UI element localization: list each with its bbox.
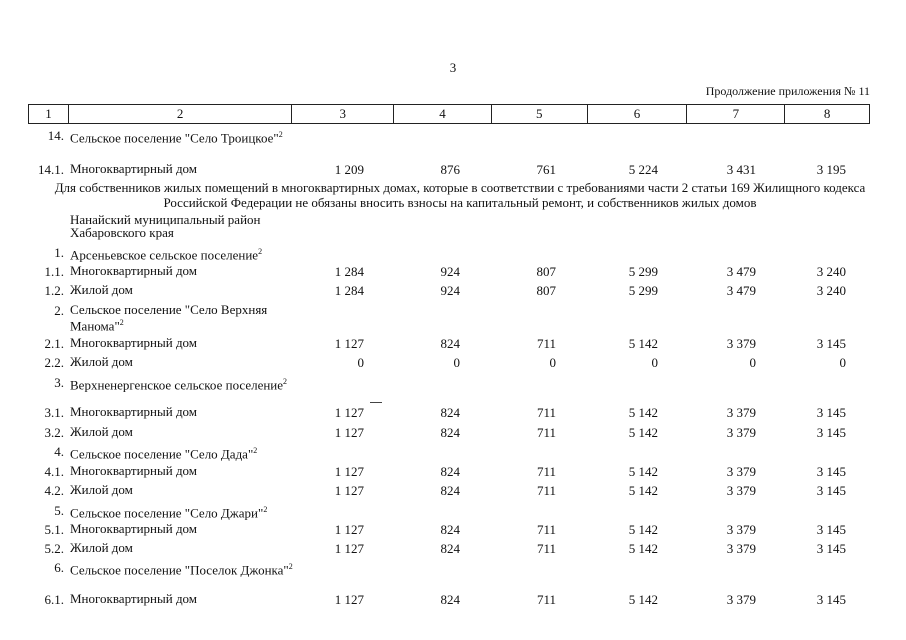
value-col-4: 924: [440, 283, 460, 298]
row-name: [70, 245, 295, 261]
value-col-8: 3 195: [816, 162, 846, 177]
row-name: [70, 128, 295, 144]
value-col-7: 3 479: [726, 264, 756, 279]
row-name-text: Сельское поселение "Поселок Джонка": [70, 562, 289, 578]
row-name-text: Арсеньевское сельское поселение: [70, 247, 259, 263]
row-name-text: Жилой дом: [70, 282, 133, 297]
table-row: [0, 336, 906, 354]
row-number: 14.: [47, 128, 64, 143]
value-col-5: 711: [536, 425, 556, 440]
value-col-6: 5 142: [628, 522, 658, 537]
value-col-3: 1 127: [334, 336, 364, 351]
value-col-4: 876: [440, 162, 460, 177]
table-row: [0, 245, 906, 263]
row-name: [70, 425, 295, 438]
row-name: [70, 503, 295, 519]
row-name-text: Жилой дом: [70, 540, 133, 555]
footnote-mark: 2: [278, 130, 283, 139]
value-col-8: 3 240: [816, 283, 846, 298]
value-col-7: 3 379: [726, 336, 756, 351]
row-name: [70, 355, 295, 368]
row-number: 2.2.: [44, 355, 64, 370]
row-number: 3.: [54, 375, 64, 390]
value-col-6: 5 142: [628, 336, 658, 351]
header-col-1: 1: [29, 105, 69, 123]
table-row: [0, 355, 906, 373]
value-col-6: 5 142: [628, 483, 658, 498]
row-name-text: Многоквартирный дом: [70, 404, 198, 419]
value-col-7: 3 379: [726, 522, 756, 537]
value-col-8: 3 145: [816, 541, 846, 556]
header-col-7: 7: [687, 105, 785, 123]
value-col-7: 3 379: [726, 464, 756, 479]
value-col-8: 3 145: [816, 425, 846, 440]
table-header: [28, 104, 870, 124]
row-name: [70, 264, 295, 277]
value-col-4: 924: [440, 264, 460, 279]
value-col-7: 3 379: [726, 405, 756, 420]
value-col-6: 5 142: [628, 405, 658, 420]
value-col-5: 0: [549, 355, 556, 370]
footnote-mark: 2: [283, 377, 288, 386]
value-col-7: 0: [749, 355, 756, 370]
value-col-8: 3 145: [816, 522, 846, 537]
value-col-3: 1 284: [334, 283, 364, 298]
value-col-4: 824: [440, 592, 460, 607]
value-col-6: 0: [651, 355, 658, 370]
value-col-6: 5 299: [628, 283, 658, 298]
row-name: [70, 162, 295, 175]
value-col-5: 807: [536, 283, 556, 298]
table-row: [0, 283, 906, 301]
value-col-8: 0: [839, 355, 846, 370]
value-col-3: 1 127: [334, 592, 364, 607]
continuation-label: Продолжение приложения № 11: [705, 84, 870, 98]
value-col-3: 1 284: [334, 264, 364, 279]
row-name-text: Сельское поселение "Село Дада": [70, 446, 254, 462]
row-name: [70, 592, 295, 605]
row-name: [70, 375, 295, 391]
row-name-text: Многоквартирный дом: [70, 335, 198, 350]
value-col-7: 3 431: [726, 162, 756, 177]
footnote-mark: 2: [288, 562, 293, 571]
value-col-6: 5 142: [628, 464, 658, 479]
value-col-3: 1 127: [334, 541, 364, 556]
value-col-3: 1 127: [334, 483, 364, 498]
header-col-6: 6: [588, 105, 688, 123]
row-name-text: Многоквартирный дом: [70, 161, 198, 176]
row-name: [70, 303, 295, 332]
value-col-6: 5 299: [628, 264, 658, 279]
table-row: [0, 464, 906, 482]
value-col-7: 3 379: [726, 425, 756, 440]
table-row: [0, 503, 906, 521]
row-name-text: Многоквартирный дом: [70, 521, 198, 536]
value-col-4: 0: [453, 355, 460, 370]
value-col-7: 3 379: [726, 541, 756, 556]
row-name: [70, 522, 295, 535]
row-number: 4.1.: [44, 464, 64, 479]
value-col-7: 3 379: [726, 483, 756, 498]
value-col-6: 5 142: [628, 541, 658, 556]
value-col-8: 3 145: [816, 592, 846, 607]
row-name: [70, 444, 295, 460]
section-note: Для собственников жилых помещений в многоквартирных домах, которые в соответствии с требованиями части 2 статьи 169 Жилищного кодекса Российской Федерации не обязаны вносить взносы на капитальный ремонт, и собственников жилых домов: [54, 180, 866, 210]
row-name: [70, 483, 295, 496]
value-col-4: 824: [440, 483, 460, 498]
table-row: [0, 592, 906, 610]
table-row: [0, 375, 906, 393]
table-row: [0, 541, 906, 559]
row-number: 4.2.: [44, 483, 64, 498]
value-col-6: 5 142: [628, 425, 658, 440]
table-row: [0, 483, 906, 501]
row-name-text: Жилой дом: [70, 354, 133, 369]
header-col-3: 3: [292, 105, 394, 123]
row-name-text: Верхненергенское сельское поселение: [70, 377, 284, 393]
row-name-text: Многоквартирный дом: [70, 591, 198, 606]
row-name-text: Многоквартирный дом: [70, 263, 198, 278]
row-name-text: Жилой дом: [70, 482, 133, 497]
value-col-4: 824: [440, 336, 460, 351]
value-col-4: 824: [440, 464, 460, 479]
value-col-5: 711: [536, 522, 556, 537]
value-col-6: 5 224: [628, 162, 658, 177]
row-name: [70, 541, 295, 554]
row-name: [70, 464, 295, 477]
value-col-4: 824: [440, 522, 460, 537]
value-col-7: 3 379: [726, 592, 756, 607]
table-row: [0, 522, 906, 540]
value-col-5: 711: [536, 464, 556, 479]
footnote-mark: 2: [258, 247, 263, 256]
row-number: 5.2.: [44, 541, 64, 556]
value-col-8: 3 145: [816, 405, 846, 420]
value-col-5: 711: [536, 541, 556, 556]
table-row: [0, 444, 906, 462]
table-row: [0, 128, 906, 146]
row-number: 2.1.: [44, 336, 64, 351]
row-name: [70, 560, 295, 576]
row-name-text: Многоквартирный дом: [70, 463, 198, 478]
value-col-5: 711: [536, 483, 556, 498]
row-name-text: Сельское поселение "Село Верхняя Манома": [70, 302, 268, 334]
value-col-3: 1 127: [334, 405, 364, 420]
value-col-5: 711: [536, 336, 556, 351]
value-col-3: 1 127: [334, 522, 364, 537]
table-row: [0, 162, 906, 180]
row-number: 1.: [54, 245, 64, 260]
footnote-mark: 2: [119, 318, 124, 327]
table-row: [0, 264, 906, 282]
value-col-5: 807: [536, 264, 556, 279]
row-number: 5.: [54, 503, 64, 518]
value-col-3: 1 127: [334, 464, 364, 479]
header-col-5: 5: [492, 105, 588, 123]
row-number: 1.1.: [44, 264, 64, 279]
table-row: [0, 425, 906, 443]
row-name: [70, 405, 295, 418]
row-name: [70, 283, 295, 296]
value-col-4: 824: [440, 541, 460, 556]
row-name-text: Сельское поселение "Село Троицкое": [70, 130, 279, 146]
value-col-7: 3 479: [726, 283, 756, 298]
value-col-8: 3 145: [816, 464, 846, 479]
header-col-8: 8: [823, 106, 831, 121]
header-col-4: 4: [394, 105, 492, 123]
value-col-3: 0: [357, 355, 364, 370]
row-number: 3.1.: [44, 405, 64, 420]
value-col-4: 824: [440, 425, 460, 440]
footnote-mark: 2: [253, 446, 258, 455]
value-col-4: 824: [440, 405, 460, 420]
row-number: 1.2.: [44, 283, 64, 298]
row-name: [70, 336, 295, 349]
value-col-5: 761: [536, 162, 556, 177]
footnote-mark: 2: [263, 505, 268, 514]
row-number: 6.: [54, 560, 64, 575]
row-name-text: Жилой дом: [70, 424, 133, 439]
row-number: 5.1.: [44, 522, 64, 537]
row-number: 4.: [54, 444, 64, 459]
district-title: Нанайский муниципальный район Хабаровского края: [70, 212, 261, 240]
value-col-8: 3 145: [816, 483, 846, 498]
table-row: [0, 302, 906, 334]
row-number: 2.: [54, 303, 64, 318]
value-col-5: 711: [536, 592, 556, 607]
value-col-5: 711: [536, 405, 556, 420]
value-col-3: 1 127: [334, 425, 364, 440]
value-col-6: 5 142: [628, 592, 658, 607]
value-col-8: 3 240: [816, 264, 846, 279]
table-row: [0, 405, 906, 423]
value-col-8: 3 145: [816, 336, 846, 351]
page-number: 3: [449, 60, 457, 75]
header-col-2: 2: [69, 105, 292, 123]
row-name-text: Сельское поселение "Село Джари": [70, 505, 264, 521]
row-number: 3.2.: [44, 425, 64, 440]
stray-mark: [370, 402, 382, 403]
value-col-3: 1 209: [334, 162, 364, 177]
row-number: 6.1.: [44, 592, 64, 607]
row-number: 14.1.: [38, 162, 64, 177]
table-row: [0, 560, 906, 578]
